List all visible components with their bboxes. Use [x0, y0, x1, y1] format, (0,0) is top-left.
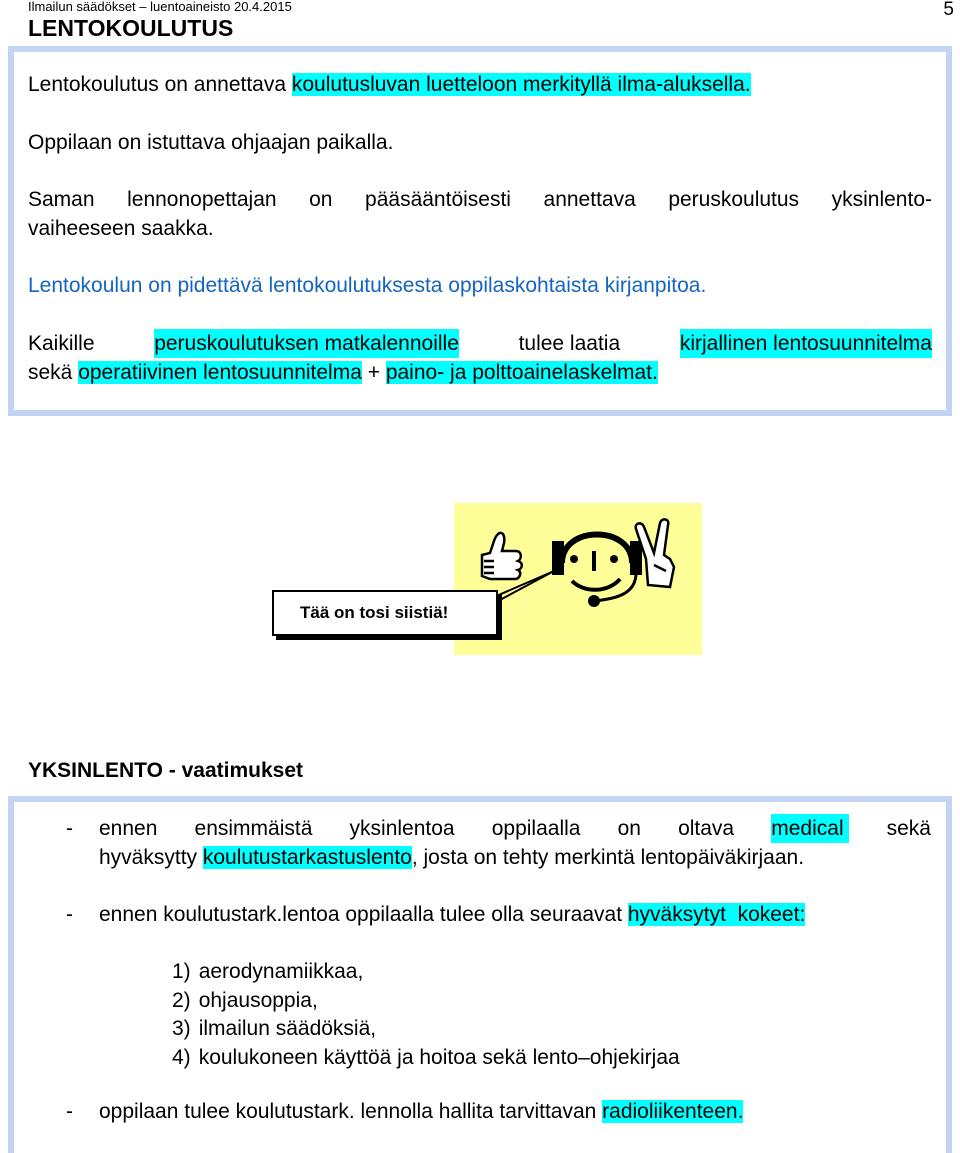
word: pääsääntöisesti: [365, 188, 511, 211]
word: on: [309, 188, 333, 211]
text: ennen koulutustark.lentoa oppilaalla tulee olla seuraavat: [99, 903, 628, 926]
word: Saman: [28, 188, 95, 211]
exam-item: [172, 1014, 376, 1043]
word: oppilaalla: [491, 817, 581, 840]
highlight-text: peruskoulutuksen matkalennoille: [154, 329, 459, 358]
page-number: 5: [943, 0, 954, 20]
word: lennonopettajan: [127, 188, 277, 211]
text: Lentokoulutus on annettava: [28, 73, 292, 96]
bullet-dash: -: [66, 817, 73, 840]
text-line: [99, 843, 931, 872]
text: tulee laatia: [518, 332, 621, 355]
requirement-radio: [99, 1097, 743, 1126]
word: peruskoulutus: [668, 188, 800, 211]
bullet-dash: -: [66, 903, 73, 926]
paragraph-seat: Oppilaan on istuttava ohjaajan paikalla.: [28, 131, 394, 154]
text: +: [361, 361, 386, 384]
highlight-text: medical: [771, 814, 849, 843]
paragraph-instructor: [28, 185, 932, 243]
justified-line: [28, 329, 932, 358]
exam-item: [172, 986, 318, 1015]
text-line: vaiheeseen saakka.: [28, 217, 214, 240]
exam-text: aerodynamiikkaa,: [198, 960, 364, 983]
highlight-text: kirjallinen lentosuunnitelma: [680, 329, 932, 358]
paragraph-records: Lentokoulun on pidettävä lentokoulutuksesta oppilaskohtaista kirjanpitoa.: [28, 274, 707, 297]
exam-item: [172, 1043, 680, 1072]
highlight-text: radioliikenteen.: [602, 1100, 744, 1123]
exam-number: 3): [172, 1017, 191, 1041]
requirement-medical: [99, 814, 931, 872]
justified-line: [28, 185, 932, 214]
word: yksinlento-: [831, 188, 932, 211]
highlight-text: operatiivinen lentosuunnitelma: [78, 361, 362, 384]
text: , josta on tehty merkintä lentopäiväkirjaan.: [411, 846, 805, 869]
paragraph-lentokoulutus-aircraft: [28, 70, 751, 99]
exam-number: 1): [172, 960, 191, 983]
word: yksinlentoa: [349, 817, 455, 840]
bullet-dash: -: [66, 1100, 73, 1123]
paragraph-flight-plans: [28, 329, 932, 387]
thumbs-up-icon: [482, 533, 522, 579]
justified-line: [99, 814, 931, 843]
smiley-headset-icon: [552, 535, 642, 608]
word: ennen: [99, 817, 158, 840]
word: on: [617, 817, 641, 840]
highlight-text: koulutustarkastuslento: [202, 846, 412, 869]
document-header-source: Ilmailun säädökset – luentoaineisto 20.4.2015: [28, 0, 292, 14]
text: Kaikille: [28, 332, 95, 355]
exam-text: ohjausoppia,: [198, 988, 318, 1012]
exam-number: 4): [172, 1046, 191, 1070]
word: sekä: [886, 817, 931, 840]
text: oppilaan tulee koulutustark. lennolla hallita tarvittavan: [99, 1100, 603, 1123]
section-title-yksinlento: YKSINLENTO - vaatimukset: [28, 759, 304, 782]
text: sekä: [28, 361, 79, 384]
exam-text: ilmailun säädöksiä,: [198, 1017, 377, 1041]
highlight-text: hyväksytyt kokeet:: [627, 903, 806, 926]
exam-text: koulukoneen käyttöä ja hoitoa sekä lento–ohjekirjaa: [198, 1046, 680, 1070]
text: hyväksytty: [99, 846, 203, 869]
exam-number: 2): [172, 988, 191, 1012]
speech-bubble: Tää on tosi siistiä!: [272, 590, 498, 636]
requirement-exams: [99, 900, 805, 929]
highlight-text: koulutusluvan luetteloon merkityllä ilma-aluksella.: [291, 73, 751, 96]
word: annettava: [543, 188, 636, 211]
exam-item: [172, 957, 363, 986]
highlight-text: paino- ja polttoainelaskelmat.: [385, 361, 658, 384]
word: oltava: [678, 817, 735, 840]
word: ensimmäistä: [194, 817, 313, 840]
page-title: LENTOKOULUTUS: [28, 15, 234, 41]
text-line: [28, 358, 932, 387]
